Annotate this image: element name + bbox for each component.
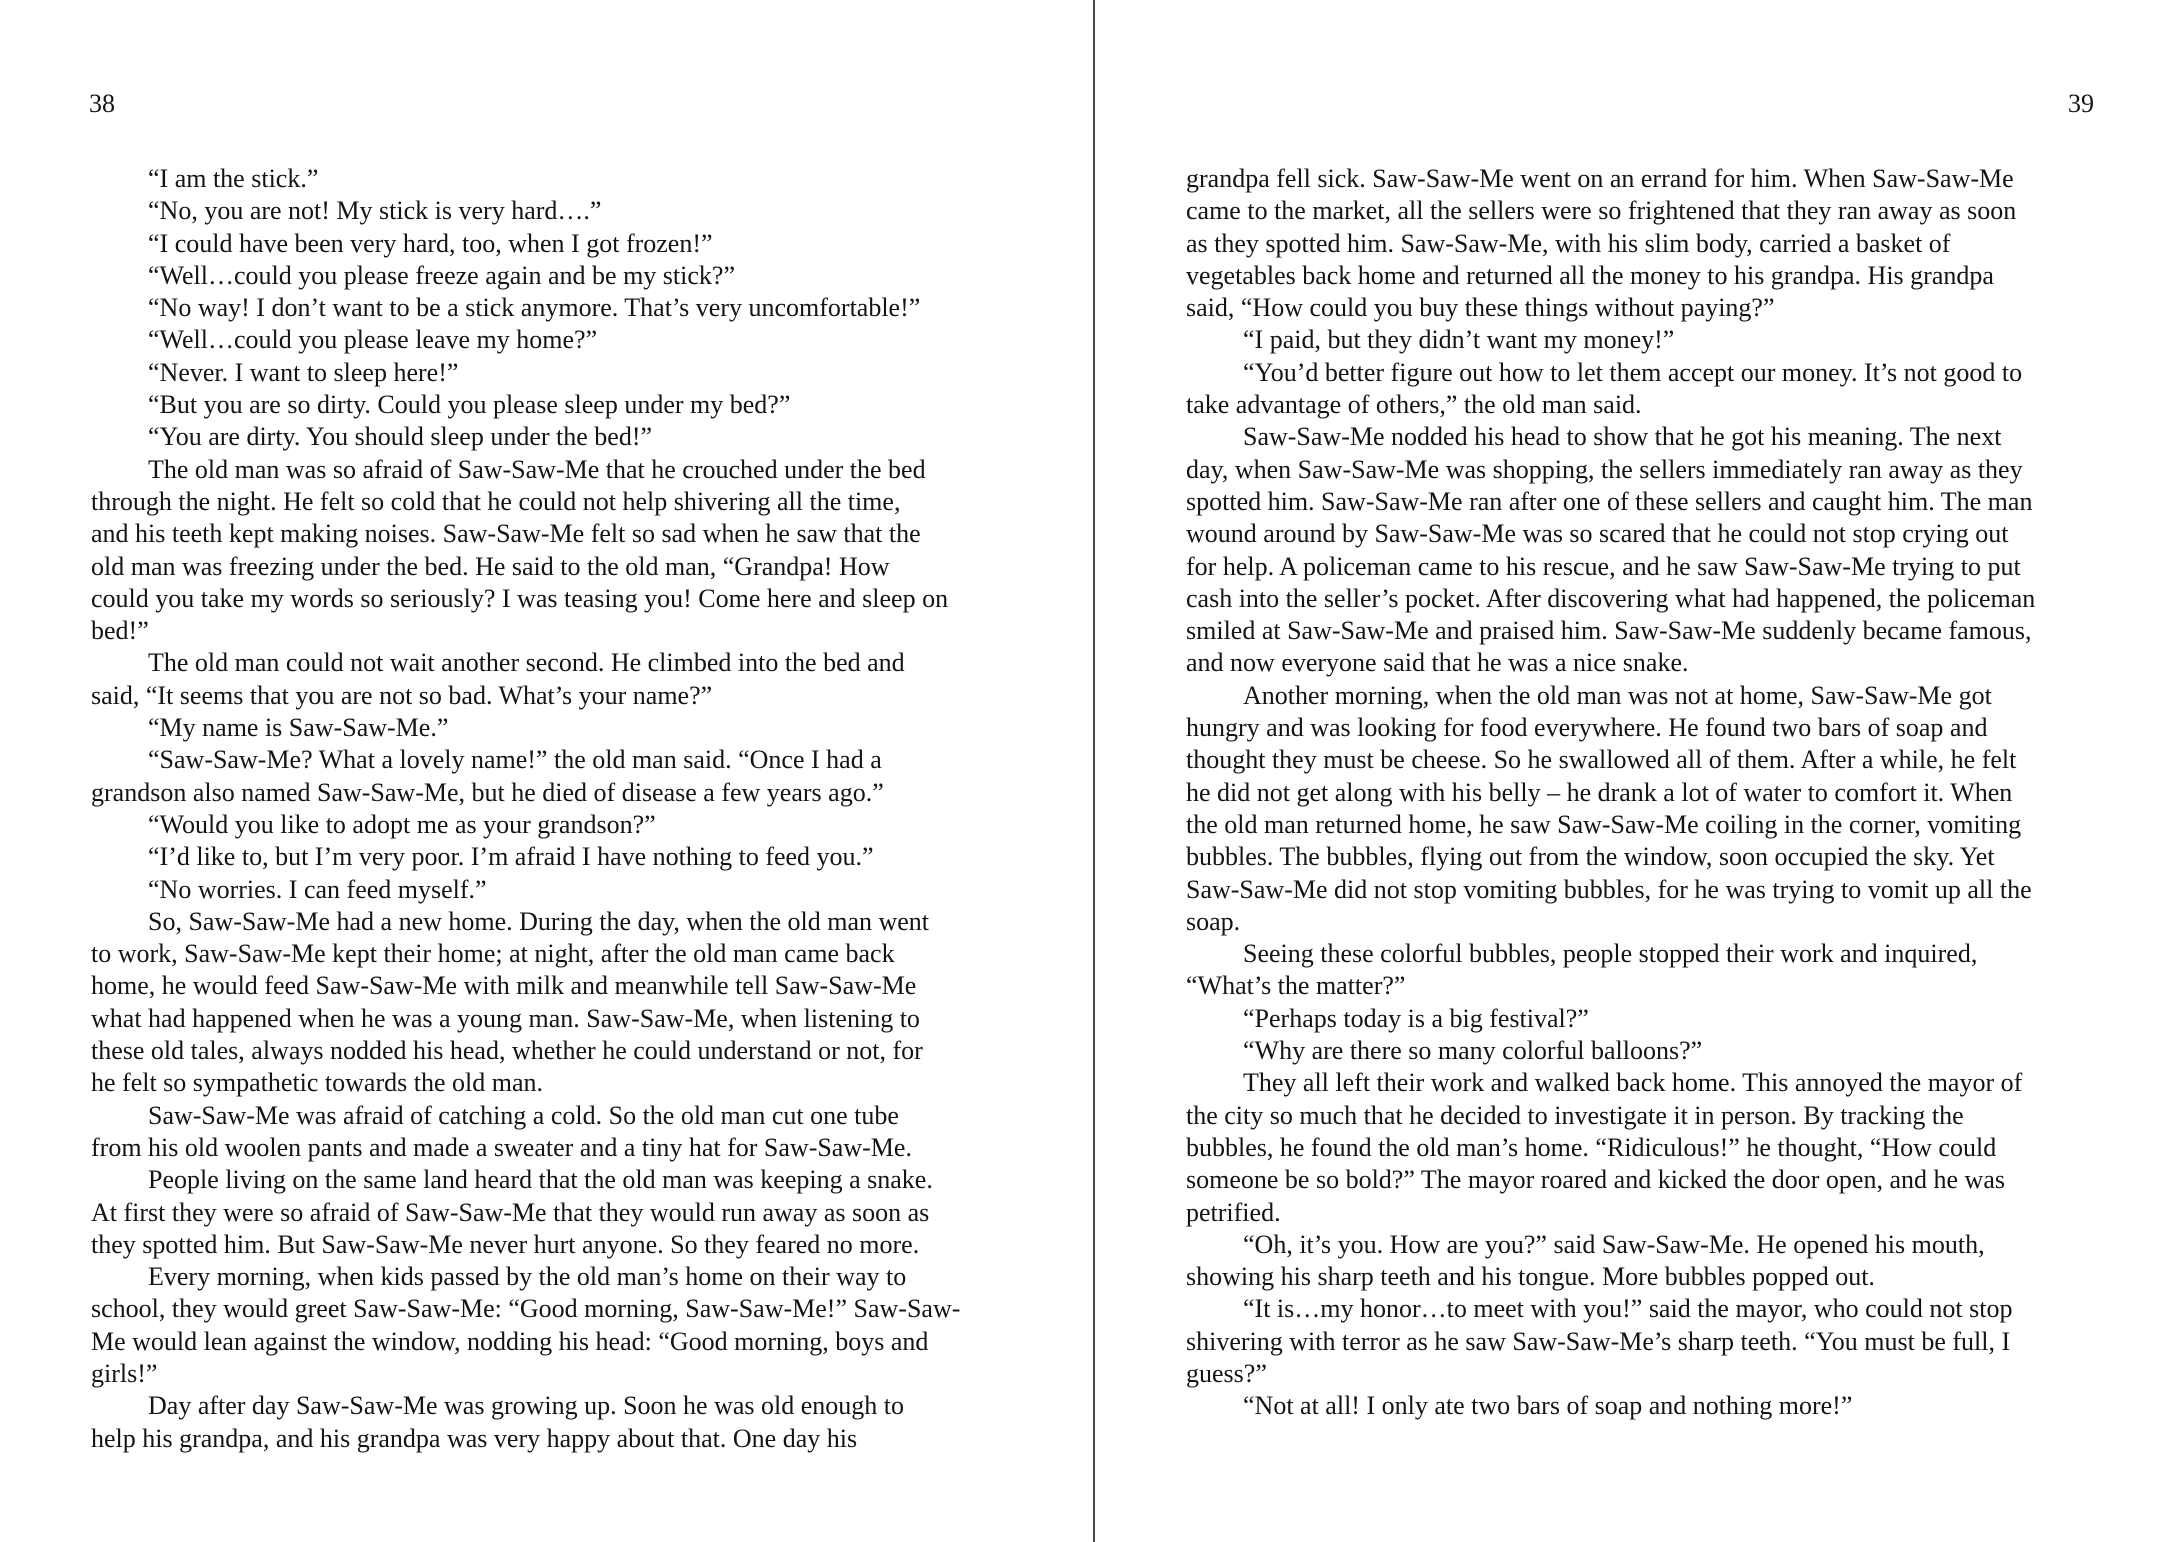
text-line: school, they would greet Saw-Saw-Me: “Good morning, Saw-Saw-Me!” Saw-Saw- — [91, 1294, 961, 1324]
text-line: someone be so bold?” The mayor roared and kicked the door open, and he was — [1186, 1165, 2005, 1195]
text-line: take advantage of others,” the old man said. — [1186, 390, 1642, 420]
text-line: “No way! I don’t want to be a stick anymore. That’s very uncomfortable!” — [148, 293, 921, 323]
text-line: thought they must be cheese. So he swallowed all of them. After a while, he felt — [1186, 745, 2017, 775]
text-line: came to the market, all the sellers were so frightened that they ran away as soon — [1186, 196, 2017, 226]
text-line: The old man could not wait another second. He climbed into the bed and — [148, 648, 905, 678]
text-line: “Well…could you please leave my home?” — [148, 325, 598, 355]
text-line: “You are dirty. You should sleep under the bed!” — [148, 422, 653, 452]
text-line: “Well…could you please freeze again and be my stick?” — [148, 260, 735, 290]
text-line: spotted him. Saw-Saw-Me ran after one of these sellers and caught him. The man — [1186, 486, 2033, 516]
text-line: said, “How could you buy these things without paying?” — [1186, 293, 1775, 323]
text-line: bed!” — [91, 616, 149, 646]
text-line: grandpa fell sick. Saw-Saw-Me went on an errand for him. When Saw-Saw-Me — [1186, 164, 2014, 193]
text-line: “What’s the matter?” — [1186, 971, 1406, 1001]
text-line: cash into the seller’s pocket. After discovering what had happened, the policeman — [1186, 583, 2036, 613]
left-page-number: 38 — [89, 89, 115, 118]
text-line: to work, Saw-Saw-Me kept their home; at night, after the old man came back — [91, 939, 895, 969]
text-line: Me would lean against the window, nodding his head: “Good morning, boys and — [91, 1326, 929, 1356]
text-line: hungry and was looking for food everywhere. He found two bars of soap and — [1186, 713, 1988, 743]
text-line: “I paid, but they didn’t want my money!” — [1243, 325, 1675, 355]
text-line: showing his sharp teeth and his tongue. More bubbles popped out. — [1186, 1262, 1875, 1292]
text-line: wound around by Saw-Saw-Me was so scared that he could not stop crying out — [1186, 519, 2009, 549]
text-line: Every morning, when kids passed by the old man’s home on their way to — [148, 1262, 907, 1292]
text-line: help his grandpa, and his grandpa was very happy about that. One day his — [91, 1423, 858, 1453]
text-line: “I could have been very hard, too, when I got frozen!” — [148, 228, 713, 258]
text-line: as they spotted him. Saw-Saw-Me, with his slim body, carried a basket of — [1186, 228, 1951, 258]
text-line: soap. — [1186, 906, 1241, 936]
right-page-number: 39 — [2068, 89, 2094, 118]
text-line: “I am the stick.” — [148, 164, 319, 193]
text-line: Saw-Saw-Me nodded his head to show that he got his meaning. The next — [1243, 422, 2002, 452]
text-line: and his teeth kept making noises. Saw-Saw-Me felt so sad when he saw that the — [91, 519, 921, 549]
text-line: The old man was so afraid of Saw-Saw-Me that he crouched under the bed — [148, 454, 926, 484]
text-line: So, Saw-Saw-Me had a new home. During the day, when the old man went — [148, 906, 930, 936]
text-line: girls!” — [91, 1358, 158, 1388]
text-line: old man was freezing under the bed. He said to the old man, “Grandpa! How — [91, 551, 890, 581]
text-line: bubbles. The bubbles, flying out from the window, soon occupied the sky. Yet — [1186, 842, 1995, 872]
text-line: “Why are there so many colorful balloons?” — [1243, 1036, 1703, 1066]
text-line: he felt so sympathetic towards the old man. — [91, 1068, 544, 1098]
text-line: “Not at all! I only ate two bars of soap and nothing more!” — [1243, 1391, 1853, 1421]
text-line: “Oh, it’s you. How are you?” said Saw-Saw-Me. He opened his mouth, — [1243, 1229, 1985, 1259]
text-line: “I’d like to, but I’m very poor. I’m afraid I have nothing to feed you.” — [148, 842, 874, 872]
text-line: smiled at Saw-Saw-Me and praised him. Saw-Saw-Me suddenly became famous, — [1186, 616, 2032, 646]
text-line: “No, you are not! My stick is very hard….” — [148, 196, 602, 226]
text-line: “My name is Saw-Saw-Me.” — [148, 713, 449, 743]
text-line: shivering with terror as he saw Saw-Saw-Me’s sharp teeth. “You must be full, I — [1186, 1326, 2011, 1356]
text-line: the city so much that he decided to investigate it in person. By tracking the — [1186, 1100, 1964, 1130]
text-line: through the night. He felt so cold that he could not help shivering all the time, — [91, 486, 901, 516]
left-page-body — [91, 163, 1006, 1455]
text-line: grandson also named Saw-Saw-Me, but he died of disease a few years ago.” — [91, 777, 884, 807]
text-line: “Perhaps today is a big festival?” — [1243, 1003, 1589, 1033]
text-line: “No worries. I can feed myself.” — [148, 874, 487, 904]
text-line: bubbles, he found the old man’s home. “Ridiculous!” he thought, “How could — [1186, 1132, 1997, 1162]
text-line: home, he would feed Saw-Saw-Me with milk and meanwhile tell Saw-Saw-Me — [91, 971, 917, 1001]
text-line: “Never. I want to sleep here!” — [148, 357, 459, 387]
text-line: “But you are so dirty. Could you please sleep under my bed?” — [148, 390, 791, 420]
text-line: Another morning, when the old man was not at home, Saw-Saw-Me got — [1243, 680, 1992, 710]
text-line: day, when Saw-Saw-Me was shopping, the sellers immediately ran away as they — [1186, 454, 2023, 484]
page-gutter-divider — [1093, 0, 1095, 1542]
text-line: what had happened when he was a young man. Saw-Saw-Me, when listening to — [91, 1003, 920, 1033]
text-line: for help. A policeman came to his rescue, and he saw Saw-Saw-Me trying to put — [1186, 551, 2021, 581]
text-line: the old man returned home, he saw Saw-Saw-Me coiling in the corner, vomiting — [1186, 809, 2022, 839]
text-line: from his old woolen pants and made a sweater and a tiny hat for Saw-Saw-Me. — [91, 1132, 912, 1162]
text-line: and now everyone said that he was a nice snake. — [1186, 648, 1689, 678]
text-line: Saw-Saw-Me was afraid of catching a cold. So the old man cut one tube — [148, 1100, 899, 1130]
text-line: At first they were so afraid of Saw-Saw-Me that they would run away as soon as — [91, 1197, 930, 1227]
text-line: “You’d better figure out how to let them accept our money. It’s not good to — [1243, 357, 2023, 387]
text-line: Seeing these colorful bubbles, people stopped their work and inquired, — [1243, 939, 1978, 969]
text-line: he did not get along with his belly – he drank a lot of water to comfort it. When — [1186, 777, 2013, 807]
text-line: “Saw-Saw-Me? What a lovely name!” the old man said. “Once I had a — [148, 745, 882, 775]
text-line: Day after day Saw-Saw-Me was growing up. Soon he was old enough to — [148, 1391, 905, 1421]
text-line: People living on the same land heard that the old man was keeping a snake. — [148, 1165, 933, 1195]
text-line: these old tales, always nodded his head, whether he could understand or not, for — [91, 1036, 923, 1066]
text-line: vegetables back home and returned all the money to his grandpa. His grandpa — [1186, 260, 1994, 290]
text-line: Saw-Saw-Me did not stop vomiting bubbles, for he was trying to vomit up all the — [1186, 874, 2032, 904]
text-line: could you take my words so seriously? I was teasing you! Come here and sleep on — [91, 583, 949, 613]
text-line: guess?” — [1186, 1358, 1267, 1388]
text-line: “It is…my honor…to meet with you!” said the mayor, who could not stop — [1243, 1294, 2013, 1324]
right-page-body — [1186, 163, 2096, 1423]
text-line: petrified. — [1186, 1197, 1281, 1227]
text-line: said, “It seems that you are not so bad. What’s your name?” — [91, 680, 713, 710]
text-line: “Would you like to adopt me as your grandson?” — [148, 809, 656, 839]
text-line: They all left their work and walked back home. This annoyed the mayor of — [1243, 1068, 2023, 1098]
text-line: they spotted him. But Saw-Saw-Me never hurt anyone. So they feared no more. — [91, 1229, 920, 1259]
